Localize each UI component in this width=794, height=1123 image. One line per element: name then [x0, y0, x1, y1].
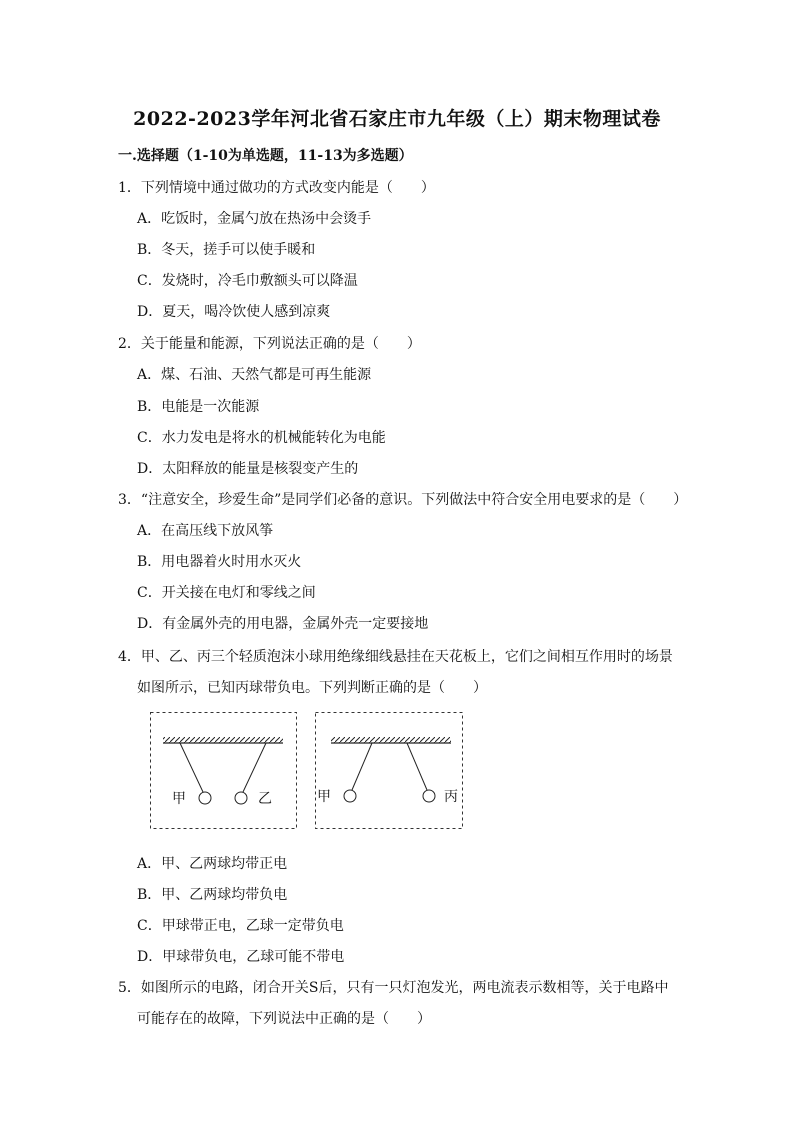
question-1-option-a: A．吃饭时，金属勺放在热汤中会烫手	[137, 211, 372, 227]
left-panel-frame	[151, 713, 297, 829]
question-2-option-d: D．太阳释放的能量是核裂变产生的	[137, 461, 359, 477]
left-ball-a	[199, 792, 211, 804]
question-4-option-b: B．甲、乙两球均带负电	[137, 887, 288, 903]
question-1-option-c: C．发烧时，冷毛巾敷额头可以降温	[137, 273, 358, 289]
question-3-stem: 3．“注意安全，珍爱生命”是同学们必备的意识。下列做法中符合安全用电要求的是（ ）	[118, 492, 688, 508]
left-label-a: 甲	[172, 791, 186, 807]
question-3-option-b: B．用电器着火时用水灭火	[137, 554, 302, 570]
right-ceiling	[331, 737, 451, 743]
question-4-figure	[150, 712, 464, 830]
page-title: 2022-2023学年河北省石家庄市九年级（上）期末物理试卷	[133, 108, 661, 130]
left-thread-a	[180, 743, 203, 792]
question-3-option-a: A．在高压线下放风筝	[137, 523, 274, 539]
question-2-option-c: C．水力发电是将水的机械能转化为电能	[137, 430, 386, 446]
right-thread-a	[352, 743, 372, 790]
right-panel-frame	[316, 713, 463, 829]
question-4-stem-continued: 如图所示，已知丙球带负电。下列判断正确的是（ ）	[137, 680, 487, 696]
question-4-option-d: D．甲球带负电，乙球可能不带电	[137, 949, 345, 965]
question-5-stem-continued: 可能存在的故障，下列说法中正确的是（ ）	[137, 1011, 431, 1027]
question-3-option-d: D．有金属外壳的用电器，金属外壳一定要接地	[137, 616, 429, 632]
question-4-option-a: A．甲、乙两球均带正电	[137, 856, 288, 872]
right-label-a: 甲	[317, 789, 331, 805]
question-2-stem: 2．关于能量和能源，下列说法正确的是（ ）	[118, 336, 421, 352]
right-label-b: 丙	[444, 789, 458, 805]
left-label-b: 乙	[258, 791, 272, 807]
question-4-option-c: C．甲球带正电，乙球一定带负电	[137, 918, 344, 934]
question-1-stem: 1．下列情境中通过做功的方式改变内能是（ ）	[118, 180, 435, 196]
section-heading: 一.选择题（1-10为单选题，11-13为多选题）	[118, 148, 413, 164]
question-1-option-b: B．冬天，搓手可以使手暖和	[137, 242, 316, 258]
left-thread-b	[243, 743, 266, 792]
question-1-option-d: D．夏天，喝冷饮使人感到凉爽	[137, 304, 331, 320]
question-3-option-c: C．开关接在电灯和零线之间	[137, 585, 316, 601]
right-thread-b	[407, 743, 427, 790]
left-ball-b	[235, 792, 247, 804]
right-ball-b	[423, 790, 435, 802]
question-5-stem: 5．如图所示的电路，闭合开关S后，只有一只灯泡发光，两电流表示数相等，关于电路中	[118, 980, 669, 996]
question-4-stem: 4．甲、乙、丙三个轻质泡沫小球用绝缘细线悬挂在天花板上，它们之间相互作用时的场景	[118, 649, 673, 665]
question-2-option-a: A．煤、石油、天然气都是可再生能源	[137, 367, 372, 383]
right-ball-a	[344, 790, 356, 802]
left-ceiling	[163, 737, 283, 743]
question-2-option-b: B．电能是一次能源	[137, 399, 260, 415]
